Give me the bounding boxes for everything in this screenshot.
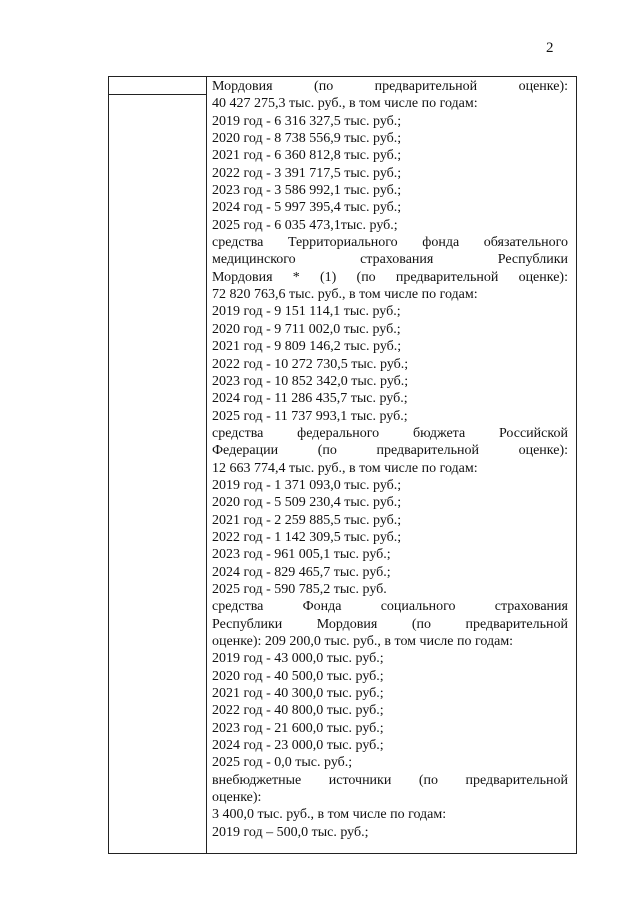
justified-line: [212, 234, 568, 251]
justified-line: [212, 616, 568, 633]
word: Республики: [497, 252, 568, 268]
justified-line: [212, 772, 568, 789]
word: Российской: [498, 425, 568, 441]
word: Федерации: [212, 443, 279, 459]
word: внебюджетные: [212, 772, 302, 788]
text-line: 2020 год - 9 711 002,0 тыс. руб.;: [212, 321, 401, 337]
justified-line: [212, 269, 568, 286]
word: (по: [314, 79, 334, 94]
text-line: 2019 год - 9 151 114,1 тыс. руб.;: [212, 304, 401, 320]
text-line: 2019 год – 500,0 тыс. руб.;: [212, 824, 369, 840]
text-line: 2020 год - 40 500,0 тыс. руб.;: [212, 668, 384, 684]
word: предварительной: [376, 443, 479, 459]
funding-sources-text: [212, 78, 568, 841]
word: (по: [317, 443, 337, 459]
text-line: оценке): 209 200,0 тыс. руб., в том числе по годам:: [212, 634, 514, 649]
word: предварительной: [395, 269, 499, 285]
word: фонда: [422, 235, 460, 251]
word: Фонда: [302, 599, 342, 615]
word: Мордовия: [212, 79, 273, 94]
text-line: 2025 год - 6 035 473,1тыс. руб.;: [212, 217, 398, 233]
text-line: 2023 год - 961 005,1 тыс. руб.;: [212, 547, 391, 563]
text-line: 2023 год - 10 852 342,0 тыс. руб.;: [212, 373, 409, 389]
word: оценке):: [518, 269, 568, 285]
word: предварительной: [465, 616, 568, 632]
text-line: 2022 год - 3 391 717,5 тыс. руб.;: [212, 165, 402, 181]
text-line: 2021 год - 6 360 812,8 тыс. руб.;: [212, 148, 402, 164]
table-row-divider: [109, 94, 206, 95]
word: (по: [356, 269, 376, 285]
text-line: 72 820 763,6 тыс. руб., в том числе по годам:: [212, 287, 478, 303]
text-line: 2024 год - 23 000,0 тыс. руб.;: [212, 738, 384, 754]
page-number: 2: [546, 40, 554, 56]
word: Республики: [212, 616, 283, 632]
text-line: 2024 год - 11 286 435,7 тыс. руб.;: [212, 391, 408, 407]
text-line: 2021 год - 9 809 146,2 тыс. руб.;: [212, 339, 402, 355]
text-line: 40 427 275,3 тыс. руб., в том числе по годам:: [212, 96, 478, 112]
justified-line: [212, 78, 568, 95]
text-line: 2022 год - 10 272 730,5 тыс. руб.;: [212, 356, 409, 372]
text-line: 2025 год - 0,0 тыс. руб.;: [212, 755, 353, 771]
table-left-cell: [109, 77, 207, 853]
word: Мордовия: [212, 269, 273, 285]
text-line: 2021 год - 40 300,0 тыс. руб.;: [212, 686, 384, 702]
text-line: 2019 год - 6 316 327,5 тыс. руб.;: [212, 113, 402, 129]
word: оценке):: [518, 443, 568, 459]
word: (по: [411, 616, 432, 632]
word: страхования: [494, 599, 568, 615]
word: средства: [212, 425, 264, 441]
text-line: 12 663 774,4 тыс. руб., в том числе по годам:: [212, 460, 478, 476]
word: (1): [320, 269, 337, 285]
word: средства: [212, 235, 264, 251]
word: социального: [380, 599, 456, 615]
word: обязательного: [483, 235, 568, 251]
text-line: 2025 год - 11 737 993,1 тыс. руб.;: [212, 408, 408, 424]
word: (по: [418, 772, 439, 788]
justified-line: [212, 598, 568, 615]
word: *: [292, 269, 300, 285]
text-line: 3 400,0 тыс. руб., в том числе по годам:: [212, 807, 447, 823]
text-line: 2022 год - 1 142 309,5 тыс. руб.;: [212, 529, 402, 545]
text-line: 2022 год - 40 800,0 тыс. руб.;: [212, 703, 384, 719]
word: средства: [212, 599, 264, 615]
text-line: 2025 год - 590 785,2 тыс. руб.: [212, 581, 387, 597]
text-line: 2021 год - 2 259 885,5 тыс. руб.;: [212, 512, 402, 528]
text-line: 2024 год - 829 465,7 тыс. руб.;: [212, 564, 391, 580]
word: Мордовия: [316, 616, 378, 632]
text-line: оценке):: [212, 790, 262, 806]
word: предварительной: [374, 79, 478, 94]
text-line: 2020 год - 5 509 230,4 тыс. руб.;: [212, 495, 402, 511]
word: источники: [328, 772, 392, 788]
text-line: 2019 год - 1 371 093,0 тыс. руб.;: [212, 477, 402, 493]
word: оценке):: [518, 79, 568, 94]
text-line: 2024 год - 5 997 395,4 тыс. руб.;: [212, 200, 402, 216]
justified-line: [212, 251, 568, 268]
funding-table: [108, 76, 577, 854]
word: федерального: [297, 425, 380, 441]
word: бюджета: [412, 425, 466, 441]
word: Территориального: [287, 235, 398, 251]
text-line: 2023 год - 3 586 992,1 тыс. руб.;: [212, 183, 402, 199]
word: предварительной: [465, 772, 568, 788]
text-line: 2020 год - 8 738 556,9 тыс. руб.;: [212, 131, 402, 147]
text-line: 2019 год - 43 000,0 тыс. руб.;: [212, 651, 384, 667]
word: страхования: [360, 252, 434, 268]
justified-line: [212, 425, 568, 442]
word: медицинского: [212, 252, 296, 268]
justified-line: [212, 442, 568, 459]
text-line: 2023 год - 21 600,0 тыс. руб.;: [212, 720, 384, 736]
